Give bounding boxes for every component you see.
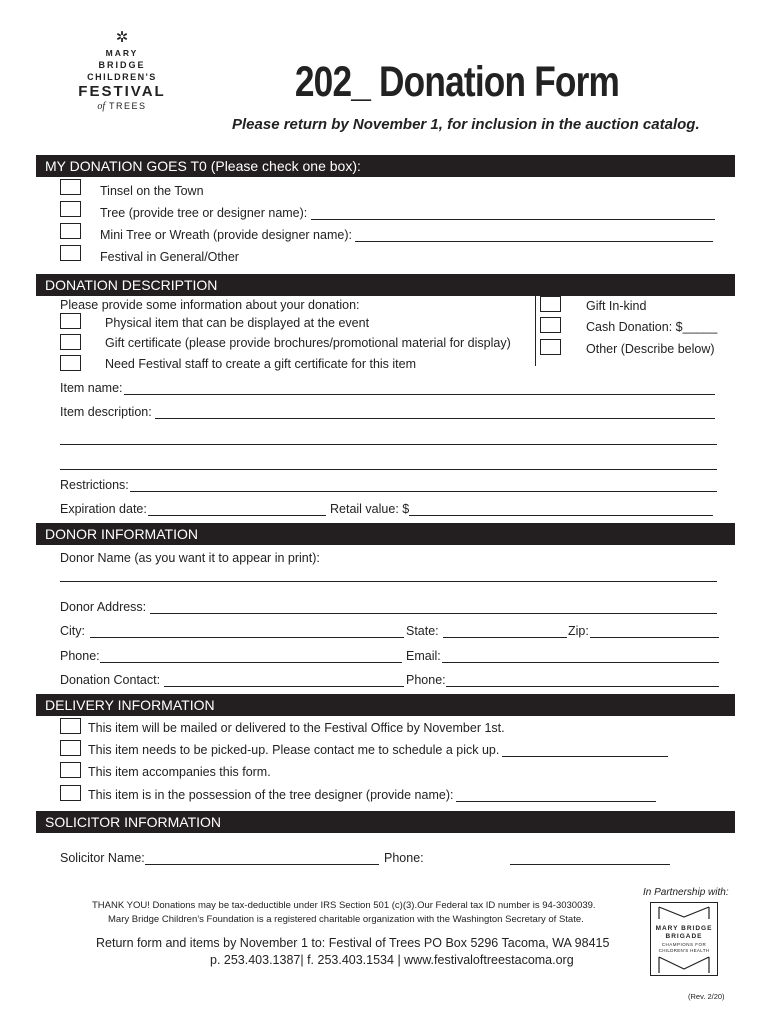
checkbox-pick-up[interactable] (60, 740, 81, 756)
solicitor-name-label: Solicitor Name: (60, 851, 145, 865)
physical-item-label: Physical item that can be displayed at the event (105, 316, 370, 330)
item-description-line-2[interactable] (60, 444, 717, 445)
contact-phone-field[interactable] (446, 686, 719, 687)
solicitor-phone-label: Phone: (384, 851, 424, 865)
mini-tree-name-field[interactable] (355, 241, 713, 242)
page-subtitle: Please return by November 1, for inclusion in the auction catalog. (232, 116, 700, 133)
checkbox-tinsel[interactable] (60, 179, 81, 195)
brigade-logo-line1: MARY BRIDGE (655, 925, 713, 932)
option-tinsel-label: Tinsel on the Town (100, 184, 204, 198)
item-description-line-3[interactable] (60, 469, 717, 470)
tax-deductible-note: THANK YOU! Donations may be tax-deductible under IRS Section 501 (c)(3).Our Federal tax ID number is 94-3030039. (92, 900, 596, 911)
retail-value-label: Retail value: $ (330, 502, 410, 516)
star-icon: ✲ (115, 29, 129, 46)
logo-line-festival: FESTIVAL (78, 83, 166, 100)
checkbox-physical-item[interactable] (60, 313, 81, 329)
gift-certificate-label: Gift certificate (please provide brochures/promotional material for display) (105, 336, 511, 350)
contact-info: p. 253.403.1387| f. 253.403.1534 | www.festivaloftreestacoma.org (210, 953, 574, 967)
donation-contact-label: Donation Contact: (60, 673, 161, 687)
expiration-date-label: Expiration date: (60, 502, 147, 516)
checkbox-mini-tree[interactable] (60, 223, 81, 239)
checkbox-other[interactable] (540, 339, 561, 355)
checkbox-staff-gift-certificate[interactable] (60, 355, 81, 371)
staff-gift-certificate-label: Need Festival staff to create a gift certificate for this item (105, 357, 417, 371)
restrictions-label: Restrictions: (60, 478, 129, 492)
option-festival-general-label: Festival in General/Other (100, 250, 239, 264)
solicitor-name-field[interactable] (145, 864, 379, 865)
checkbox-cash-donation[interactable] (540, 317, 561, 333)
brigade-logo-line3: CHAMPIONS FOR (661, 942, 707, 947)
logo-line-bridge: BRIDGE (98, 60, 146, 70)
email-field[interactable] (442, 662, 719, 663)
donor-address-label: Donor Address: (60, 600, 147, 614)
column-divider (535, 296, 536, 366)
tree-designer-field[interactable] (456, 801, 656, 802)
donation-contact-field[interactable] (164, 686, 404, 687)
state-field[interactable] (443, 637, 567, 638)
checkbox-tree[interactable] (60, 201, 81, 217)
state-label: State: (406, 624, 439, 638)
mailed-delivered-label: This item will be mailed or delivered to the Festival Office by November 1st. (88, 721, 505, 735)
item-description-label: Item description: (60, 405, 152, 419)
checkbox-gift-certificate[interactable] (60, 334, 81, 350)
solicitor-phone-field[interactable] (510, 864, 670, 865)
logo-line-of-trees: of TREES (97, 101, 147, 112)
city-label: City: (60, 624, 85, 638)
festival-logo (62, 30, 182, 112)
option-mini-tree-label: Mini Tree or Wreath (provide designer name): (100, 228, 352, 242)
return-address: Return form and items by November 1 to: Festival of Trees PO Box 5296 Tacoma, WA 98415 (96, 936, 610, 950)
donor-name-label: Donor Name (as you want it to appear in print): (60, 551, 320, 565)
tree-designer-label: This item is in the possession of the tree designer (provide name): (88, 788, 454, 802)
donation-info-intro: Please provide some information about your donation: (60, 298, 360, 312)
cash-donation-label: Cash Donation: $_____ (586, 320, 718, 334)
pick-up-field[interactable] (502, 756, 668, 757)
zip-label: Zip: (568, 624, 589, 638)
checkbox-gift-in-kind[interactable] (540, 296, 561, 312)
section-heading-donation-goes-to: MY DONATION GOES T0 (Please check one box): (36, 155, 735, 177)
city-field[interactable] (90, 637, 404, 638)
other-label: Other (Describe below) (586, 342, 715, 356)
item-name-field[interactable] (124, 394, 715, 395)
checkbox-tree-designer[interactable] (60, 785, 81, 801)
section-heading-solicitor-information: SOLICITOR INFORMATION (36, 811, 735, 833)
option-tree-label: Tree (provide tree or designer name): (100, 206, 308, 220)
item-description-field[interactable] (155, 418, 715, 419)
checkbox-festival-general[interactable] (60, 245, 81, 261)
logo-line-mary: MARY (105, 48, 139, 58)
checkbox-mailed-delivered[interactable] (60, 718, 81, 734)
item-name-label: Item name: (60, 381, 123, 395)
donor-address-field[interactable] (150, 613, 717, 614)
charity-registration-note: Mary Bridge Children’s Foundation is a registered charitable organization with the Washington Secretary of State. (108, 914, 584, 925)
retail-value-field[interactable] (409, 515, 713, 516)
expiration-date-field[interactable] (148, 515, 326, 516)
donor-name-field[interactable] (60, 581, 717, 582)
brigade-logo-line4: CHILDREN'S HEALTH (658, 948, 710, 953)
section-heading-donation-description: DONATION DESCRIPTION (36, 274, 735, 296)
checkbox-accompanies-form[interactable] (60, 762, 81, 778)
phone-field[interactable] (100, 662, 402, 663)
contact-phone-label: Phone: (406, 673, 446, 687)
logo-line-childrens: CHILDREN'S (87, 72, 157, 82)
page-title: 202_ Donation Form (294, 58, 620, 106)
gift-in-kind-label: Gift In-kind (586, 299, 647, 313)
email-label: Email: (406, 649, 441, 663)
phone-label: Phone: (60, 649, 100, 663)
section-heading-donor-information: DONOR INFORMATION (36, 523, 735, 545)
brigade-logo-line2: BRIGADE (665, 933, 703, 940)
tree-name-field[interactable] (311, 219, 715, 220)
section-heading-delivery-information: DELIVERY INFORMATION (36, 694, 735, 716)
accompanies-form-label: This item accompanies this form. (88, 765, 271, 779)
revision-note: (Rev. 2/20) (688, 992, 725, 1001)
zip-field[interactable] (590, 637, 719, 638)
partnership-label: In Partnership with: (643, 887, 729, 898)
mary-bridge-brigade-logo (650, 902, 718, 976)
restrictions-field[interactable] (130, 491, 717, 492)
pick-up-label: This item needs to be picked-up. Please contact me to schedule a pick up. (88, 743, 500, 757)
